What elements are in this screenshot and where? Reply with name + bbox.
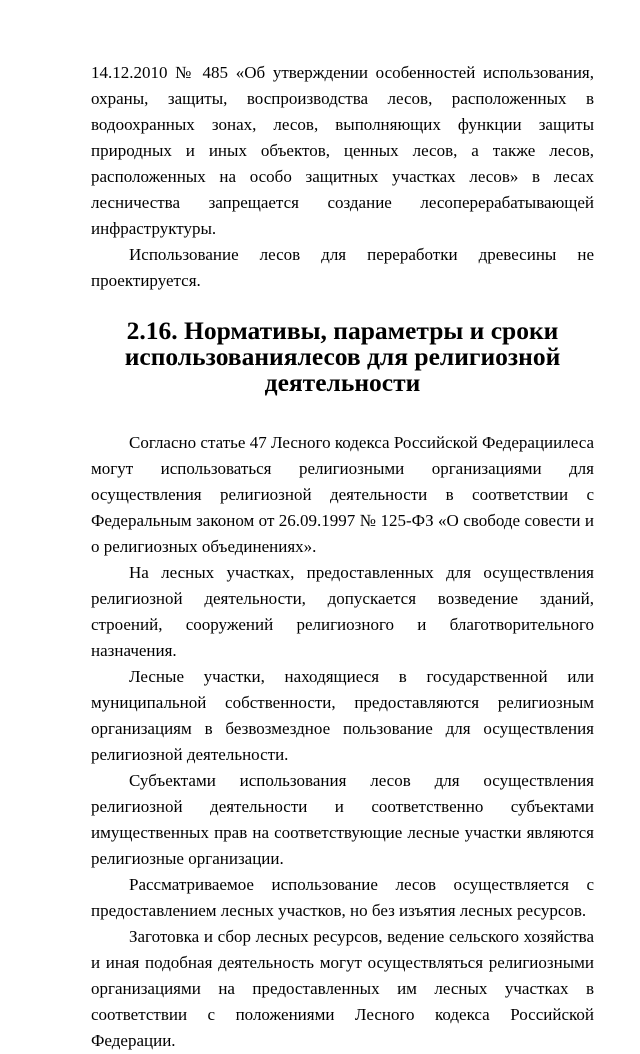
section-paragraph-5: Рассматриваемое использование лесов осуществляется с предоставлением лесных участков, но без изъятия лесных ресурсов. (91, 875, 594, 920)
section-heading: 2.16. Нормативы, параметры и сроки использованиялесов для религиозной деятельности (124, 316, 561, 397)
intro-paragraph: 14.12.2010 № 485 «Об утверждении особенностей использования, охраны, защиты, воспроизводства лесов, расположенных в водоохранных зонах, лесов, выполняющих функции защиты природных и иных объектов, ценных лесов, а также лесов, расположенных на особо защитных участках лесов» в лесах лесничества запрещается создание лесоперерабатывающей инфраструктуры. (91, 63, 594, 238)
section-paragraph-1: Согласно статье 47 Лесного кодекса Российской Федерациилеса могут использоваться религиозными организациями для осуществления религиозной деятельности в соответствии с Федеральным законом от 26.09.1997 № 125-ФЗ «О свободе совести и о религиозных объединениях». (91, 433, 594, 556)
section-paragraph-4: Субъектами использования лесов для осуществления религиозной деятельности и соответственно субъектами имущественных прав на соответствующие лесные участки являются религиозные организации. (91, 771, 594, 868)
timber-processing-note: Использование лесов для переработки древесины не проектируется. (91, 245, 594, 290)
section-paragraph-6: Заготовка и сбор лесных ресурсов, ведение сельского хозяйства и иная подобная деятельность могут осуществляться религиозными организациями на предоставленных им лесных участках в соответствии с положениями Лесного кодекса Российской Федерации. (91, 927, 594, 1050)
section-paragraph-3: Лесные участки, находящиеся в государственной или муниципальной собственности, предоставляются религиозным организациям в безвозмездное пользование для осуществления религиозной деятельности. (91, 667, 594, 764)
section-paragraph-2: На лесных участках, предоставленных для осуществления религиозной деятельности, допускается возведение зданий, строений, сооружений религиозного и благотворительного назначения. (91, 563, 594, 660)
